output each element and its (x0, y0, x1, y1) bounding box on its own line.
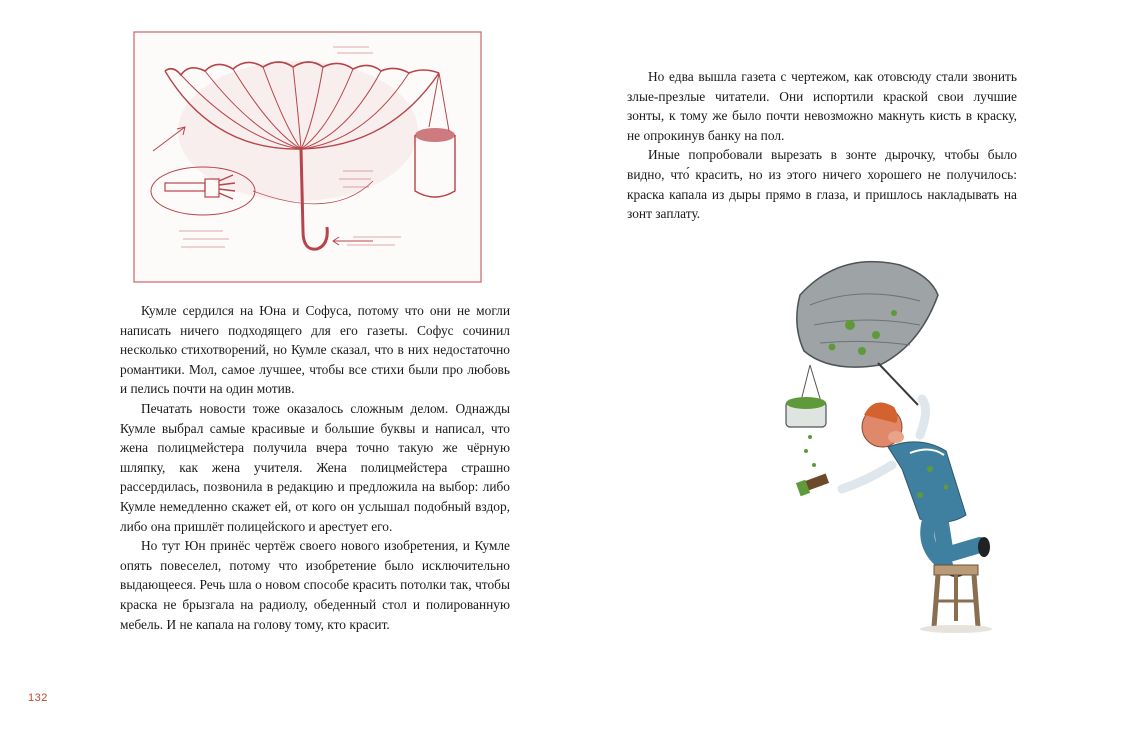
right-page (567, 0, 1134, 737)
paragraph: Печатать новости тоже оказалось сложным делом. Однажды Кумле выбрал самые красивые и большие буквы и написал, что жена полицмейстера получила вчера точно такую же чёрную шляпку, как жена учителя. Жена полицмейстера страшно рассердилась, позвонила в редакцию и предложила на выбор: либо Кумле немедленно скажет ей, от кого он услышал подобный вздор, либо она пришлёт полицейского и арестует его. (120, 400, 510, 534)
right-page-text (627, 67, 1017, 224)
page-number: 132 (28, 692, 48, 704)
umbrella-blueprint-drawing (133, 31, 482, 283)
umbrella-blueprint-sketch (133, 31, 482, 283)
paragraph: Но едва вышла газета с чертежом, как отовсюду стали звонить злые-презлые читатели. Они испортили краской свои лучшие зонты, к тому же было почти невозможно макнуть кисть в краску, не опрокинув банку на пол. (627, 69, 1017, 143)
paragraph: Кумле сердился на Юна и Софуса, потому что они не могли написать ничего подходящего для его газеты. Софус сочинил несколько стихотворений, но Кумле сказал, что в них недостаточно романтики. Мол, самое лучшее, чтобы все стихи были про любовь и пелись почти на один мотив. (120, 303, 510, 397)
paragraph: Иные попробовали вырезать в зонте дырочку, чтобы было видно, что́ красить, но из этого ничего хорошего не получилось: краска капала из дыры прямо в глаза, и пришлось накладывать на зонт заплату. (627, 147, 1017, 222)
painter-with-umbrella-drawing (770, 255, 1030, 635)
paragraph: Но тут Юн принёс чертёж своего нового изобретения, и Кумле опять повеселел, потому что изобретение было исключительно выдающееся. Речь шла о новом способе красить потолки так, чтобы краска не брызгала на радиолу, обеденный стол и полированную мебель. И не капала на голову тому, кто красит. (120, 538, 510, 632)
man-painting-ceiling-illustration (770, 255, 1030, 635)
left-page-text (120, 301, 510, 634)
